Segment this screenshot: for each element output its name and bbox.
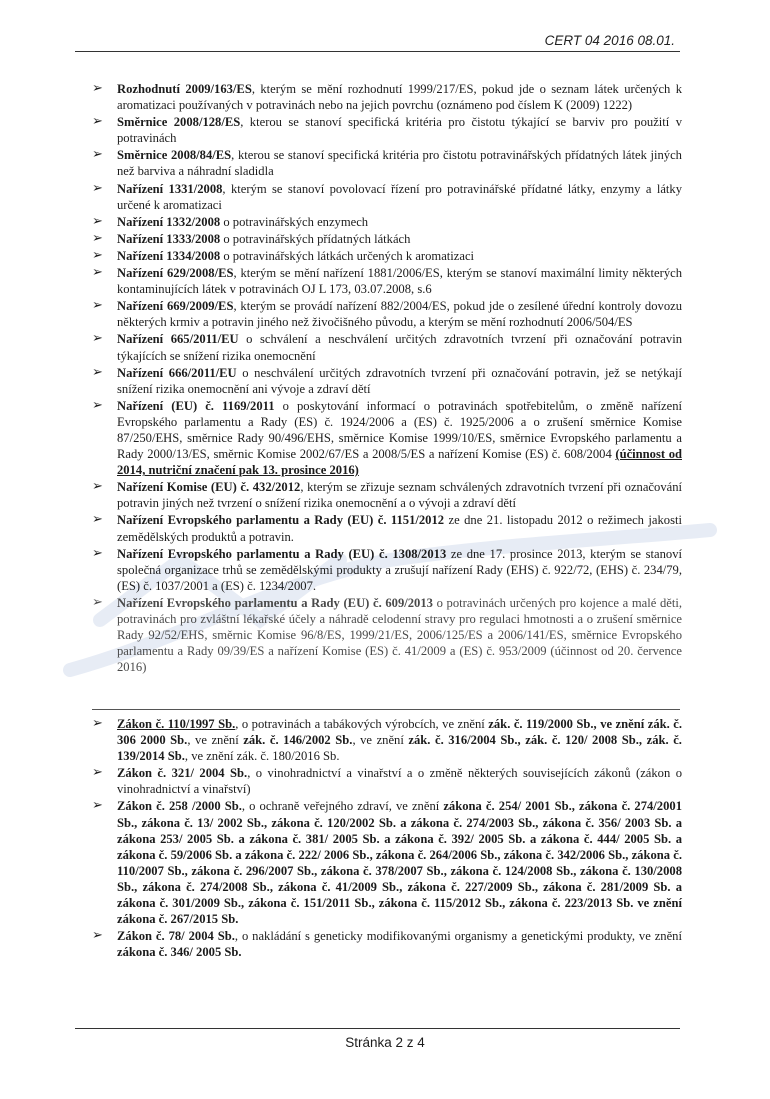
regulation-title: Směrnice 2008/84/ES (117, 148, 232, 163)
law-item (92, 928, 682, 960)
law-text: Zákon č. 321/ 2004 Sb., o vinohradnictví a vinařství a o změně některých souvisejících zákonů (zákon o vinohradnictví a vinařství) (117, 766, 682, 797)
bullet-arrow-icon: ➢ (92, 147, 103, 163)
regulation-item (92, 595, 682, 675)
regulation-item (92, 248, 682, 264)
regulation-description: o poskytování informací o potravinách spotřebitelům, o změně nařízení Evropského parlamentu a Rady (ES) č. 1924/2006 a (ES) č. 1925/2006 a o zrušení směrnice Komise 87/250/EHS, směrnice Rady 90/496/EHS, směrnice Komise 1999/10/ES, směrnice Evropského parlamentu a Rady 2000/13/ES, směrnic Komise 2002/67/ES a 2008/5/ES a nařízení Komise (ES) č. 608/2004 (117, 398, 682, 462)
regulation-item (92, 114, 682, 146)
law-text: Zákon č. 258 /2000 Sb., o ochraně veřejného zdraví, ve znění zákona č. 254/ 2001 Sb., zákona č. 274/2001 Sb., zákona č. 13/ 2002 Sb., zákona č. 120/2002 Sb. a zákona č. 274/2003 Sb., zákona č. 356/ 2003 Sb. a zákona 253/ 2005 Sb. a zákona č. 381/ 2005 Sb. a zákona č. 392/ 2005 Sb. a zákona č. 444/ 2005 Sb. a zákona č. 59/2006 Sb. a zákona č. 222/ 2006 Sb., zákona č. 264/2006 Sb., zákona č. 342/2006 Sb., zákona č. 110/2007 Sb., zákona č. 296/2007 Sb., zákona č. 378/2007 Sb., zákona č. 124/2008 Sb., zákona č. 130/2008 Sb., zákona č. 274/2008 Sb., zákona č. 41/2009 Sb., zákona č. 227/2009 Sb., zákona č. 281/2009 Sb. a zákona č. 301/2009 Sb., zákona č. 151/2011 Sb., zákona č. 115/2012 Sb., zákona č. 223/2013 Sb. ve znění zákona č. 267/2015 Sb. (117, 799, 682, 927)
regulation-description: , kterým se provádí nařízení 882/2004/ES, pokud jde o zesílené úřední kontroly dovozu některých krmiv a potravin jiného než živočišného původu, a kterým se mění rozhodnutí 2006/504/ES (117, 299, 682, 330)
footer-divider (75, 1028, 680, 1029)
regulation-title: Nařízení 629/2008/ES (117, 266, 234, 281)
regulation-item (92, 512, 682, 544)
regulation-title: Nařízení 1332/2008 (117, 214, 221, 229)
page-number: Stránka 2 z 4 (345, 1035, 425, 1050)
regulation-title: Nařízení Evropského parlamentu a Rady (EU) č. 1151/2012 (117, 513, 445, 528)
regulation-title: Nařízení (EU) č. 1169/2011 (117, 398, 275, 413)
regulation-title: Nařízení 1331/2008 (117, 181, 223, 196)
regulation-title: Rozhodnutí 2009/163/ES (117, 82, 252, 96)
regulation-description: , kterou se stanoví specifická kritéria pro čistotu týkající se barviv pro použití v potravinách (117, 115, 682, 146)
regulation-title: Nařízení 665/2011/EU (117, 332, 239, 347)
bullet-arrow-icon: ➢ (92, 928, 103, 944)
regulation-title: Nařízení 669/2009/ES (117, 299, 234, 314)
regulation-list (92, 81, 682, 676)
regulation-item (92, 298, 682, 330)
regulation-item (92, 479, 682, 511)
regulation-description: o potravinářských látkách určených k aromatizaci (220, 248, 475, 263)
regulation-item (92, 398, 682, 478)
bullet-arrow-icon: ➢ (92, 594, 103, 610)
regulation-description: , kterou se stanoví specifická kritéria pro čistotu potravinářských přídatných látek jiných než barviva a náhradní sladidla (117, 148, 682, 179)
bullet-arrow-icon: ➢ (92, 364, 103, 380)
bullet-arrow-icon: ➢ (92, 265, 103, 281)
effective-date-note: (účinnost od 2014, nutriční značení pak 13. prosince 2016) (117, 447, 682, 478)
regulation-item (92, 331, 682, 363)
law-item (92, 716, 682, 764)
regulation-title: Směrnice 2008/128/ES (117, 115, 241, 130)
bullet-arrow-icon: ➢ (92, 247, 103, 263)
bullet-arrow-icon: ➢ (92, 716, 103, 731)
law-text: Zákon č. 110/1997 Sb., o potravinách a tabákových výrobcích, ve znění zák. č. 119/2000 Sb., ve znění zák. č. 306 2000 Sb., ve znění zák. č. 146/2002 Sb., ve znění zák. č. 316/2004 Sb., zák. č. 120/ 2008 Sb., zák. č. 139/2014 Sb., ve znění zák. č. 180/2016 Sb. (117, 717, 682, 764)
regulation-description: , kterým se stanoví povolovací řízení pro potravinářské přídatné látky, enzymy a látky určené k aromatizaci (117, 181, 682, 212)
regulation-description: o potravinářských enzymech (220, 214, 369, 229)
bullet-arrow-icon: ➢ (92, 765, 103, 781)
bullet-arrow-icon: ➢ (92, 213, 103, 229)
regulation-item (92, 181, 682, 213)
regulation-title: Nařízení 666/2011/EU (117, 365, 237, 380)
regulation-description: o neschválení určitých zdravotních tvrzení při označování potravin, jež se netýkají snížení rizika onemocnění ani vývoje a zdraví dětí (117, 365, 683, 396)
bullet-arrow-icon: ➢ (92, 512, 103, 528)
regulation-item (92, 546, 682, 594)
regulation-item (92, 365, 682, 397)
regulation-title: Nařízení Komise (EU) č. 432/2012 (117, 480, 301, 495)
regulation-item (92, 81, 682, 113)
regulation-description: , kterým se zřizuje seznam schválených zdravotních tvrzení při označování potravin jiných než tvrzení o snížení rizika onemocnění a o vývoji a zdraví dětí (117, 480, 683, 511)
regulation-title: Nařízení Evropského parlamentu a Rady (EU) č. 1308/2013 (117, 546, 447, 561)
bullet-arrow-icon: ➢ (92, 479, 103, 495)
bullet-arrow-icon: ➢ (92, 331, 103, 347)
law-text: Zákon č. 78/ 2004 Sb., o nakládání s geneticky modifikovanými organismy a genetickými produkty, ve znění zákona č. 346/ 2005 Sb. (117, 929, 682, 960)
bullet-arrow-icon: ➢ (92, 180, 103, 196)
regulation-item (92, 214, 682, 230)
bullet-arrow-icon: ➢ (92, 397, 103, 413)
law-list (92, 716, 682, 961)
bullet-arrow-icon: ➢ (92, 230, 103, 246)
regulation-item (92, 147, 682, 179)
regulation-item (92, 231, 682, 247)
section-divider (92, 709, 680, 710)
header-divider (75, 51, 680, 52)
regulation-description: ze dne 21. listopadu 2012 o režimech jakosti zemědělských produktů a potravin. (117, 513, 682, 544)
bullet-arrow-icon: ➢ (92, 114, 103, 130)
bullet-arrow-icon: ➢ (92, 81, 103, 96)
regulation-title: Nařízení 1333/2008 (117, 231, 221, 246)
regulation-description: , kterým se mění nařízení 1881/2006/ES, kterým se stanoví maximální limity některých kontaminujících látek v potravinách OJ L 173, 03.07.2008, s.6 (117, 266, 683, 297)
regulation-title: Nařízení Evropského parlamentu a Rady (EU) č. 609/2013 (117, 595, 433, 610)
law-item (92, 765, 682, 797)
bullet-arrow-icon: ➢ (92, 545, 103, 561)
document-code: CERT 04 2016 08.01. (544, 33, 675, 48)
regulation-description: o potravinářských přídatných látkách (220, 231, 411, 246)
regulation-item (92, 265, 682, 297)
regulation-title: Nařízení 1334/2008 (117, 248, 221, 263)
regulation-description: o potravinách určených pro kojence a malé děti, potravinách pro zvláštní lékařské účely a náhradě celodenní stravy pro regulaci hmotnosti a o zrušení směrnice Rady 92/52/EHS, směrnic Komise 96/8/ES, 1999/21/ES, 2006/125/ES a 2006/141/ES, směrnice Evropského parlamentu a Rady 09/39/ES a nařízení Komise (ES) č. 41/2009 a (ES) č. 953/2009 (účinnost od 20. července 2016) (117, 595, 683, 675)
law-item (92, 798, 682, 927)
bullet-arrow-icon: ➢ (92, 298, 103, 314)
regulation-description: o schválení a neschválení určitých zdravotních tvrzení při označování potravin týkajících se snížení rizika onemocnění (117, 332, 682, 363)
bullet-arrow-icon: ➢ (92, 798, 103, 814)
regulation-description: ze dne 17. prosince 2013, kterým se stanoví společná organizace trhů se zemědělskými produkty a zrušují nařízení Rady (EHS) č. 922/72, (EHS) č. 234/79, (ES) č. 1037/2001 a (ES) č. 1234/2007. (117, 546, 683, 593)
regulation-description: , kterým se mění rozhodnutí 1999/217/ES, pokud jde o seznam látek určených k aromatizaci používaných v potravinách nebo na jejich povrchu (oznámeno pod číslem K (2009) 1222) (117, 82, 683, 113)
